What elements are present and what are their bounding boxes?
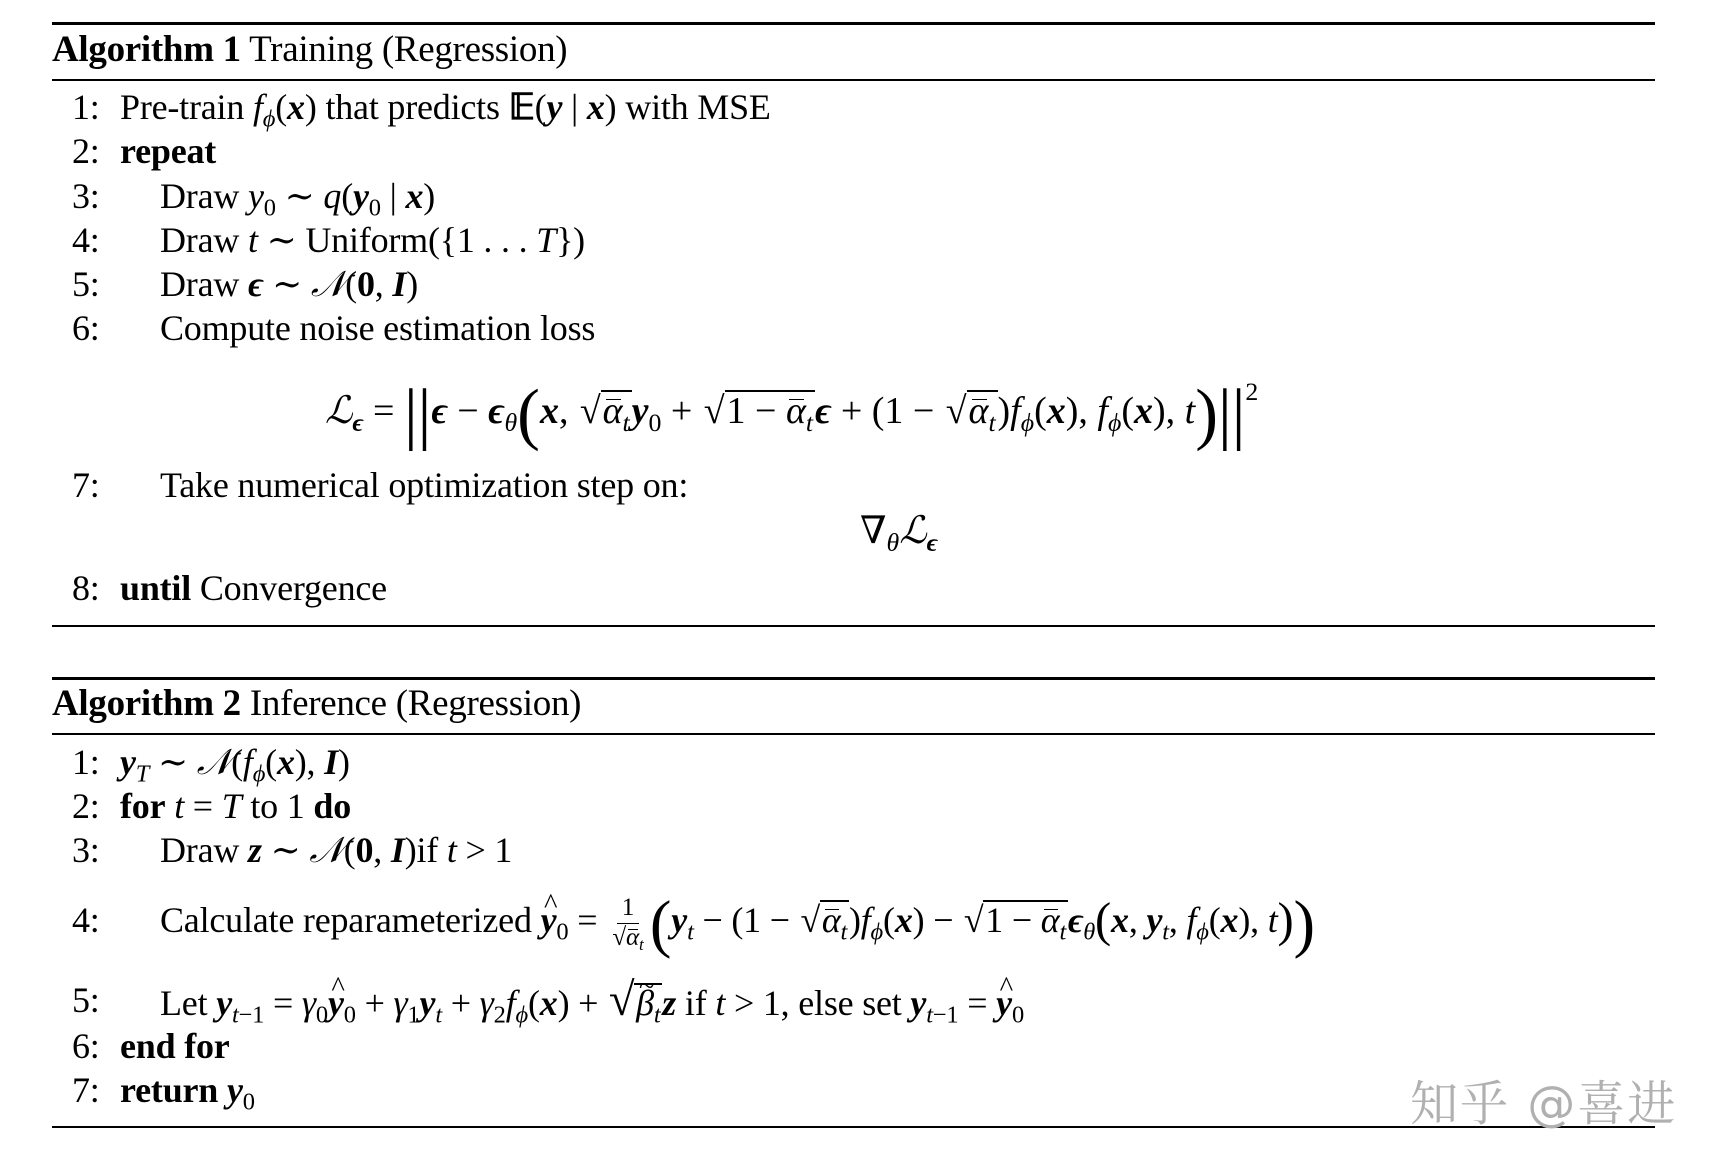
line-number: 2:: [72, 786, 100, 826]
alg2-header: [52, 684, 581, 724]
line-number: 5:: [72, 980, 100, 1020]
line-number: 6:: [72, 308, 100, 348]
fraction: $\frac{1}{√\alpha_t}$: [612, 894, 644, 955]
line-content: for t = T to 1 do: [120, 786, 352, 826]
line-number: 1:: [72, 742, 100, 782]
line-number: 1:: [72, 87, 100, 127]
keyword-repeat: repeat: [120, 131, 217, 171]
alg2-top-rule: [52, 677, 1655, 680]
alg2-title: Inference (Regression): [249, 683, 582, 724]
line-number: 7:: [72, 1070, 100, 1110]
line-number: 2:: [72, 131, 100, 171]
alg1-bottom-rule: [52, 625, 1655, 627]
alg2-header-rule: [52, 733, 1655, 735]
alg1-label: Algorithm 1: [52, 29, 241, 70]
line-number: 7:: [72, 465, 100, 505]
gradient-expression: $\nabla_\theta ℒ_\epsilon$: [860, 508, 938, 557]
alg1-header-rule: [52, 79, 1655, 81]
watermark: 知乎 @喜进: [1410, 1076, 1678, 1132]
alg1-header: [52, 30, 567, 70]
line-number: 3:: [72, 830, 100, 870]
line-number: 6:: [72, 1026, 100, 1066]
line-content: Calculate reparameterized ^ $y_0$ = $\frac{1}{√\alpha_t}$ ($y_t - (1 - √\alpha_t)f_\phi(x) - √1 - \alpha_t\epsilon_\theta(x$, $y_t$, $f_\phi(x)$, t)): [160, 890, 1315, 954]
line-number: 3:: [72, 176, 100, 216]
line-content: until Convergence: [120, 568, 387, 608]
alg1-top-rule: [52, 22, 1655, 25]
line-content: Let $y_{t-1}$ = $\gamma_0\^{}$ $y_0 + \gamma_1y_t + \gamma_2f_\phi(x)$ + √~ $\beta_tz$ if t > 1, else set $y_{t-1}$ = ^ $y_0$: [160, 972, 1024, 1031]
line-content: Draw z ∼ 𝒩(0, I)if t > 1: [160, 830, 513, 871]
line-content: $y_T$ ∼ $𝒩(f_\phi(x)$, I): [120, 742, 350, 788]
line-content: Draw t ∼ Uniform({1 . . . T}): [160, 220, 585, 260]
line-number: 8:: [72, 568, 100, 608]
line-content: Draw $y_0$ ∼ $q(y_0$ | x): [160, 176, 436, 222]
line-content: Pre-train $f_\phi(x)$ that predicts 𝔼(y | x) with MSE: [120, 87, 771, 133]
alg2-label: Algorithm 2: [52, 683, 241, 724]
loss-equation: ℒ$_\epsilon$ = $||\epsilon - \epsilon_\theta(x$, $√\alpha_ty_0 + √1 - \alpha_t\epsilon + (1 - √\alpha_t)f_\phi(x)$, $f_\phi(x)$, $t)||^2$: [325, 375, 1259, 452]
line-content: Compute noise estimation loss: [160, 308, 596, 348]
alg1-title: Training (Regression): [249, 29, 568, 70]
line-number: 4:: [72, 900, 100, 940]
line-content: return $y_0$: [120, 1070, 255, 1116]
line-content: Take numerical optimization step on:: [160, 465, 689, 505]
keyword-end-for: end for: [120, 1026, 230, 1066]
line-number: 5:: [72, 264, 100, 304]
line-content: Draw ϵ ∼ 𝒩(0, I): [160, 264, 418, 305]
line-number: 4:: [72, 220, 100, 260]
